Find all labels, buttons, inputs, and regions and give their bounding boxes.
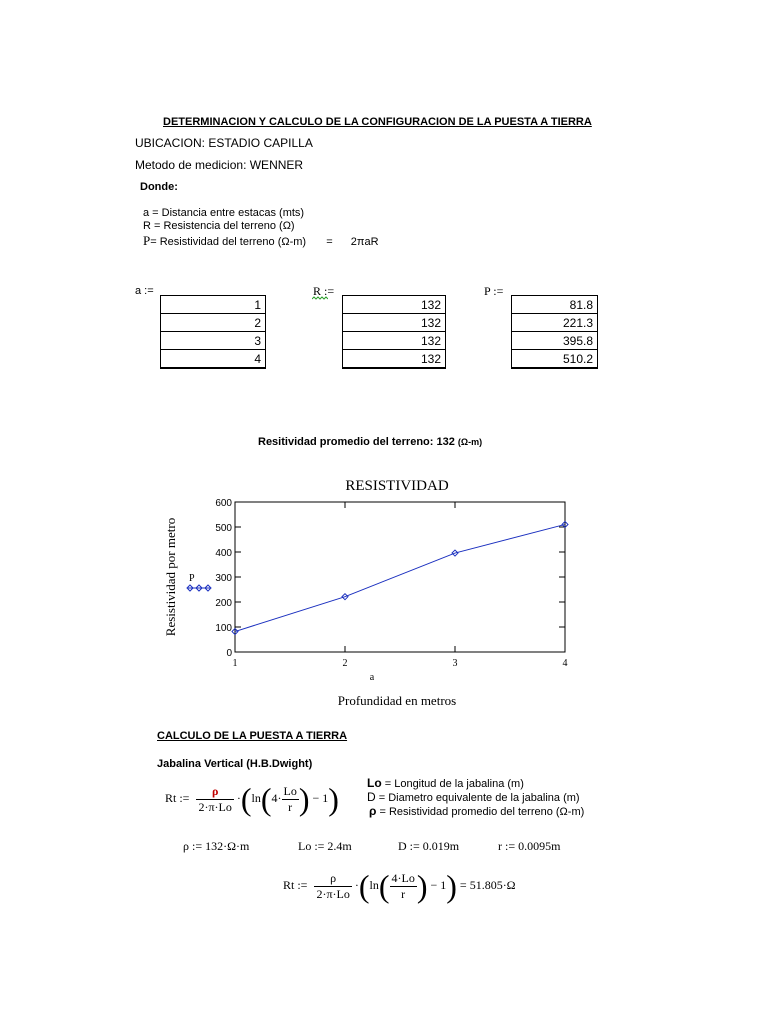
a-matrix: [160, 295, 266, 369]
p-definition: [143, 233, 379, 249]
page-title: DETERMINACION Y CALCULO DE LA CONFIGURACION DE LA PUESTA A TIERRA: [163, 116, 592, 128]
rt-result: = 51.805·Ω: [459, 877, 516, 892]
y-tick-label: 600: [215, 498, 232, 509]
formula-rt-symbolic: Rt := $\frac{\rho}{2\cdot\pi\cdot Lo}$ ·(ln(4· $\frac{Lo}{r}$ ) − 1): [165, 781, 339, 817]
x-tick-label: 1: [232, 658, 238, 669]
y-tick-label: 500: [215, 523, 232, 534]
lo-definition: [367, 776, 524, 790]
r-denominator: r: [288, 799, 293, 814]
rho-definition-text: = Resistividad promedio del terreno (Ω-m): [379, 806, 585, 818]
rho-definition: [369, 804, 584, 818]
a-cell[interactable]: 2: [161, 314, 266, 332]
promedio-text: Resitividad promedio del terreno: 132: [258, 436, 455, 448]
y-tick-label: 300: [215, 573, 232, 584]
lo-numerator: Lo: [283, 783, 297, 798]
r-cell[interactable]: 132: [343, 314, 446, 332]
rt-assign: Rt :=: [165, 790, 190, 805]
rho-assignment: ρ := 132·Ω·m: [183, 839, 250, 853]
d-definition: [367, 790, 580, 804]
lo-definition-text: = Longitud de la jabalina (m): [384, 778, 524, 790]
p-matrix-label: P :=: [484, 284, 504, 298]
promedio-line: [258, 436, 482, 448]
r-denominator: r: [401, 886, 406, 901]
y-tick-label: 0: [226, 648, 232, 659]
r-cell[interactable]: 132: [343, 350, 446, 369]
ubicacion-text: UBICACION: ESTADIO CAPILLA: [135, 136, 313, 150]
plot-frame: [235, 502, 565, 652]
r-matrix-label: R :=: [313, 284, 335, 298]
a-cell[interactable]: 3: [161, 332, 266, 350]
metodo-text: Metodo de medicion: WENNER: [135, 158, 304, 172]
d-assignment: D := 0.019m: [398, 839, 460, 853]
p-cell[interactable]: 510.2: [512, 350, 598, 369]
rho-fraction: [196, 784, 233, 815]
fraction-denominator: 2·π·Lo: [198, 799, 232, 814]
lo-over-r: [282, 784, 299, 815]
y-tick-label: 200: [215, 598, 232, 609]
spell-check-squiggle: [312, 296, 328, 301]
r-cell[interactable]: 132: [343, 332, 446, 350]
four-lo-over-r: [390, 871, 417, 902]
rho-fraction: [314, 871, 351, 902]
x-tick-label: 4: [562, 658, 568, 669]
chart-ylabel: Resistividad por metro: [163, 517, 178, 637]
four-factor: 4·: [271, 790, 282, 805]
r-definition: R = Resistencia del terreno (Ω): [143, 220, 295, 232]
legend-label: P: [189, 573, 195, 584]
r-cell[interactable]: 132: [343, 296, 446, 314]
rho-symbol: ρ: [369, 804, 377, 818]
a-matrix-label: a :=: [135, 285, 154, 297]
series-line: [235, 524, 565, 631]
r-matrix: [342, 295, 446, 369]
jabalina-heading: Jabalina Vertical (H.B.Dwight): [157, 758, 313, 770]
y-tick-label: 100: [215, 623, 232, 634]
p-symbol: P: [143, 233, 151, 248]
d-definition-text: = Diametro equivalente de la jabalina (m): [378, 792, 580, 804]
resistividad-chart: [150, 470, 590, 720]
p-cell[interactable]: 395.8: [512, 332, 598, 350]
lo-symbol: Lo: [367, 776, 382, 790]
four-lo-numerator: 4·Lo: [391, 870, 415, 885]
a-cell[interactable]: 1: [161, 296, 266, 314]
calculo-title: CALCULO DE LA PUESTA A TIERRA: [157, 730, 348, 742]
p-matrix: [511, 295, 598, 369]
a-definition: a = Distancia entre estacas (mts): [143, 207, 305, 219]
chart-legend: [187, 573, 211, 591]
chart-title: RESISTIVIDAD: [345, 478, 449, 494]
p-definition-text: = Resistividad del terreno (Ω-m): [150, 236, 307, 248]
x-tick-label: 2: [342, 658, 348, 669]
donde-label: Donde:: [140, 181, 178, 193]
p-formula: 2πaR: [350, 236, 379, 248]
chart-x-variable: a: [369, 672, 375, 683]
rho-numerator: ρ: [196, 784, 233, 800]
d-symbol: D: [367, 790, 376, 804]
r-assignment: r := 0.0095m: [498, 839, 561, 853]
p-cell[interactable]: 81.8: [512, 296, 598, 314]
x-tick-label: 3: [452, 658, 458, 669]
rt-assign: Rt :=: [283, 877, 308, 892]
promedio-unit: (Ω-m): [457, 437, 483, 447]
minus-one: − 1: [312, 790, 329, 805]
ln-label: ln: [369, 877, 379, 892]
a-cell[interactable]: 4: [161, 350, 266, 369]
p-cell[interactable]: 221.3: [512, 314, 598, 332]
y-tick-label: 400: [215, 548, 232, 559]
p-equals: =: [326, 236, 333, 248]
ln-label: ln: [251, 790, 261, 805]
lo-assignment: Lo := 2.4m: [298, 839, 352, 853]
rho-numerator: ρ: [314, 871, 351, 887]
chart-xlabel: Profundidad en metros: [337, 693, 457, 708]
formula-rt-result: Rt := $\frac{\rho}{2\cdot\pi\cdot Lo}$ ·(ln( $\frac{4\cdot Lo}{r}$ ) − 1) = 51.805·Ω: [283, 868, 516, 904]
minus-one: − 1: [430, 877, 447, 892]
fraction-denominator: 2·π·Lo: [316, 886, 350, 901]
